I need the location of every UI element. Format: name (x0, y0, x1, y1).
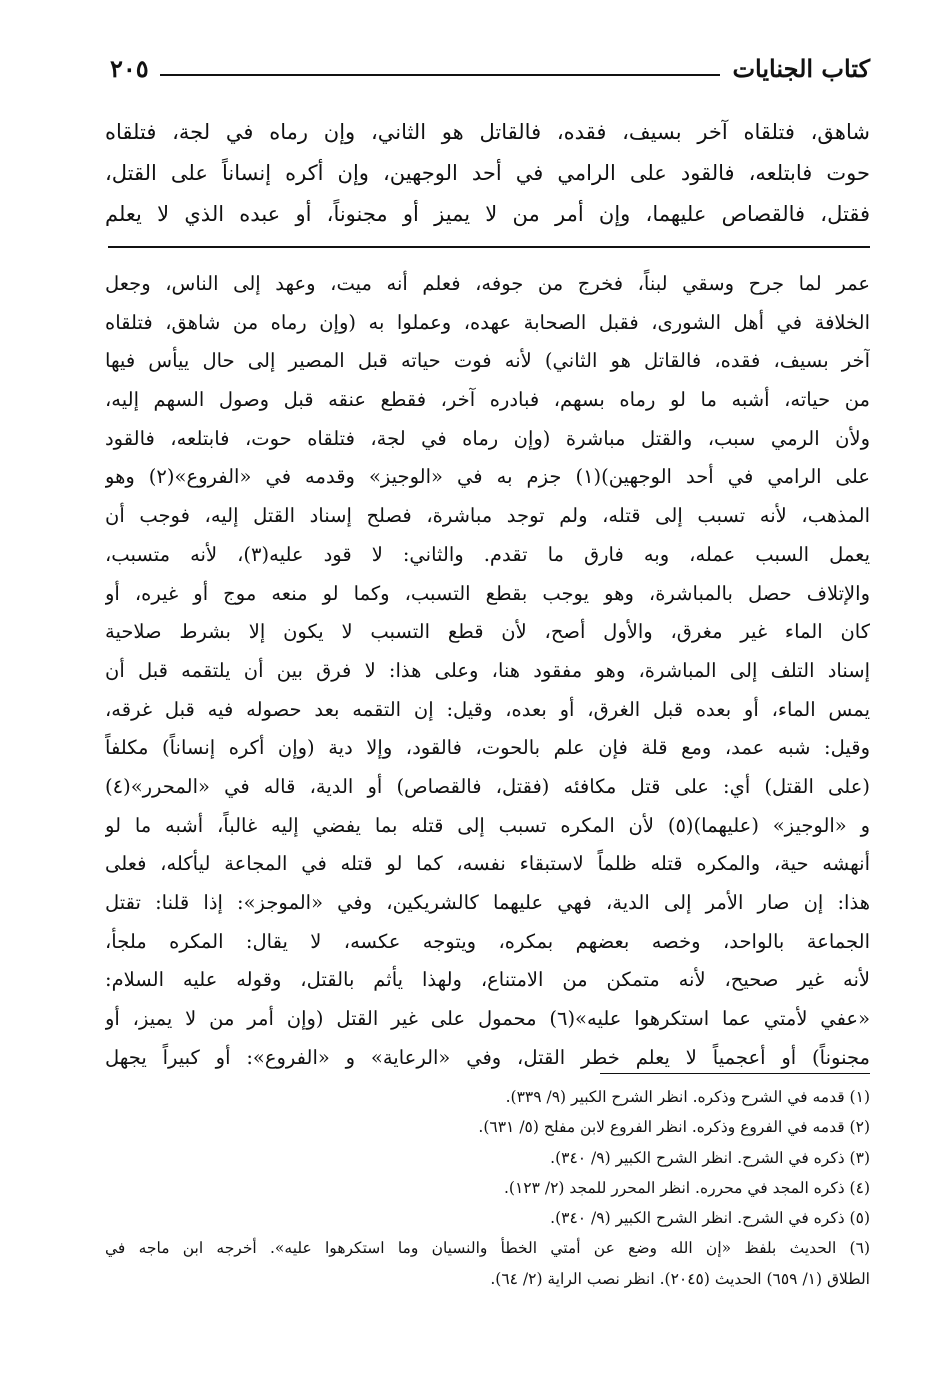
footnote-separator (600, 1073, 870, 1074)
commentary-line: المذهب، لأنه تسبب إلى قتله، ولم توجد مباشرة، فصلح إسناد القتل إليه، فوجب أن (105, 504, 870, 528)
commentary-line: الخلافة في أهل الشورى، فقبل الصحابة عهده، وعملوا به (وإن رماه من شاهق، فتلقاه (105, 310, 870, 334)
footnote: (١) قدمه في الشرح وذكره. انظر الشرح الكبير (٩/ ٣٣٩). (505, 1088, 870, 1106)
footnote-continuation: الطلاق (١/ ٦٥٩) الحديث (٢٠٤٥). انظر نصب الراية (٢/ ٦٤). (490, 1269, 870, 1288)
commentary-line: من حياته، أشبه ما لو رماه بسهم، فبادره آخر، فقطع عنقه قبل وصول السهم إليه، (105, 388, 870, 412)
main-text-line: حوت فابتلعه، فالقود على الرامي في أحد الوجهين، وإن أكره إنساناً على القتل، (105, 161, 870, 185)
main-text (105, 112, 870, 235)
commentary-line: و «الوجيز» (عليهما)(٥) لأن المكره تسبب إلى قتله بما يفضي إليه غالباً، أشبه ما لو (105, 813, 870, 837)
chapter-title: كتاب الجنايات (732, 54, 870, 83)
page-header (110, 52, 870, 86)
header-rule (160, 74, 720, 76)
commentary-line: لأنه غير صحيح، لأنه متمكن من الامتناع، ولهذا يأثم بالقتل، وقوله عليه السلام: (105, 968, 870, 992)
commentary-line: مجنوناً) أو أعجمياً لا يعلم خطر القتل، وفي «الرعاية» و «الفروع»: أو كبيراً يجهل (105, 1045, 870, 1069)
main-text-separator (108, 246, 870, 248)
commentary-line: إسناد التلف إلى المباشرة، وهو مفقود هنا، وعلى هذا: لا فرق بين أن يلتقمه قبل أن (105, 658, 870, 682)
commentary-line: هذا: إن صار الأمر إلى الدية، فهي عليهما كالشريكين، وفي «الموجز»: إذا قلنا: تقتل (105, 891, 870, 914)
footnote: (٥) ذكره في الشرح. انظر الشرح الكبير (٩/ ٣٤٠). (550, 1209, 870, 1228)
main-text-line: شاهق، فتلقاه آخر بسيف، فقده، فالقاتل هو الثاني، وإن رماه في لجة، فتلقاه (105, 120, 870, 144)
commentary-line: عمر لما جرح وسقي لبناً، فخرج من جوفه، فعلم أنه ميت، وعهد إلى الناس، وجعل (105, 272, 870, 295)
commentary-line: يمس الماء، أو بعده قبل الغرق، أو بعده، وقيل: إن التقمه بعد حصوله فيه قبل غرقه، (105, 697, 870, 721)
commentary-text (105, 265, 870, 1077)
commentary-line: ولأن الرمي سبب، والقتل مباشرة (وإن رماه في لجة، فتلقاه حوت، فابتلعه، فالقود (105, 426, 870, 450)
footnote: (٢) قدمه في الفروع وذكره. انظر الفروع لابن مفلح (٥/ ٦٣١). (478, 1118, 870, 1137)
commentary-line: والإتلاف حصل بالمباشرة، وهو يوجب بقطع التسبب، وكما لو منعه موج أو غيره، أو (105, 581, 870, 605)
footnote: (٣) ذكره في الشرح. انظر الشرح الكبير (٩/ ٣٤٠). (550, 1148, 870, 1167)
footnote: (٦) الحديث بلفظ «إن الله وضع عن أمتي الخطأ والنسيان وما استكرهوا عليه». أخرجه ابن ماجه في (105, 1239, 870, 1258)
footnotes (105, 1082, 870, 1294)
footnote: (٤) ذكره المجد في محرره. انظر المحرر للمجد (٢/ ١٢٣). (503, 1178, 870, 1197)
commentary-line: كان الماء غير مغرق، والأول أصح، لأن قطع التسبب لا يكون إلا بشرط صلاحية (105, 620, 870, 644)
commentary-line: وقيل: شبه عمد، ومع قلة فإن علم بالحوت، فالقود، وإلا دية (وإن أكره إنساناً) مكلفاً (105, 736, 870, 760)
commentary-line: على الرامي في أحد الوجهين)(١) جزم به في «الوجيز» وقدمه في «الفروع»(٢) وهو (105, 465, 870, 489)
commentary-line: (على القتل) أي: على قتل مكافئه (فقتل، فالقصاص) أو الدية، قاله في «المحرر»(٤) (105, 774, 870, 798)
page-number: ٢٠٥ (110, 54, 149, 83)
commentary-line: الجماعة بالواحد، وخصه بعضهم بمكره، ويتوجه عكسه، لا يقال: المكره ملجأ، (105, 929, 870, 953)
main-text-line: فقتل، فالقصاص عليهما، وإن أمر من لا يميز أو مجنوناً، أو عبده الذي لا يعلم (105, 202, 870, 226)
commentary-line: «عفي لأمتي عما استكرهوا عليه»(٦) محمول على غير القتل (وإن أمر من لا يميز، أو (105, 1007, 870, 1031)
commentary-line: أنهشه حية، والمكره قتله ظلماً لاستبقاء نفسه، كما لو قتله في المجاعة ليأكله، فعلى (105, 852, 870, 876)
commentary-line: آخر بسيف، فقده، فالقاتل هو الثاني) لأنه فوت حياته قبل المصير إلى حال ييأس فيها (105, 349, 870, 373)
commentary-line: يعمل السبب عمله، وبه فارق ما تقدم. والثاني: لا قود عليه(٣)، لأنه متسبب، (105, 542, 870, 566)
